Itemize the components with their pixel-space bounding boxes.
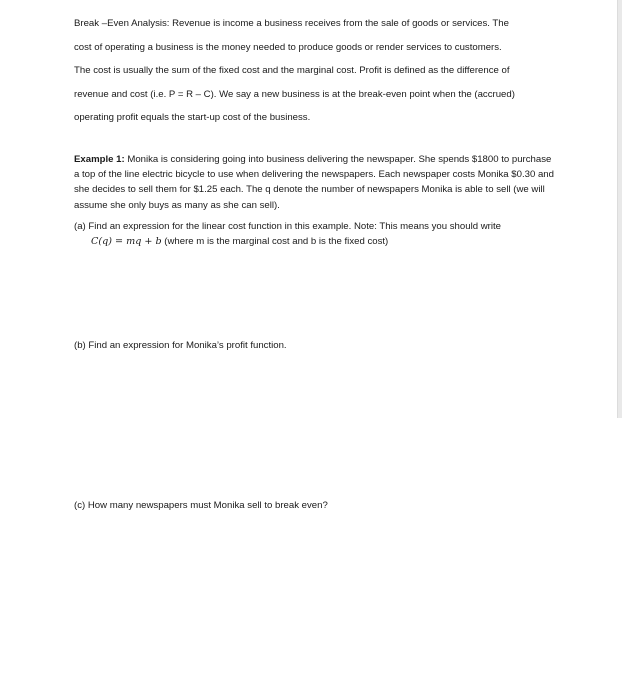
intro-paragraph: [74, 12, 554, 130]
question-a-line1: (a) Find an expression for the linear cost function in this example. Note: This means you should write: [74, 221, 501, 232]
question-a-note: (where m is the marginal cost and b is the fixed cost): [161, 236, 389, 247]
example-1-paragraph: [74, 152, 554, 213]
intro-line: operating profit equals the start-up cost of the business.: [74, 112, 311, 124]
question-a: [74, 219, 554, 249]
intro-line: revenue and cost (i.e. P = R – C). We say a new business is at the break-even point when the (accrued): [74, 88, 515, 100]
question-b: (b) Find an expression for Monika’s profit function.: [74, 340, 287, 351]
intro-line: cost of operating a business is the money needed to produce goods or render services to customers.: [74, 41, 502, 53]
intro-line: Break –Even Analysis: Revenue is income a business receives from the sale of goods or services. The: [74, 18, 509, 29]
example-text: Monika is considering going into business delivering the newspaper. She spends $1800 to purchase a top of the line electric bicycle to use when delivering the newspapers. Each newspaper costs Monika $0.30 and she decides to sell them for $1.25 each. The q denote the number of newspapers Monika is able to sell (we will assume she only buys as many as she can sell).: [74, 154, 554, 211]
scrollbar[interactable]: [617, 0, 622, 418]
cost-function-formula: C(q) = mq + b: [91, 236, 162, 247]
question-a-line2: [74, 234, 554, 249]
question-c: (c) How many newspapers must Monika sell to break even?: [74, 500, 328, 511]
intro-line: The cost is usually the sum of the fixed cost and the marginal cost. Profit is defined as the difference of: [74, 65, 510, 77]
example-label: Example 1:: [74, 154, 125, 165]
